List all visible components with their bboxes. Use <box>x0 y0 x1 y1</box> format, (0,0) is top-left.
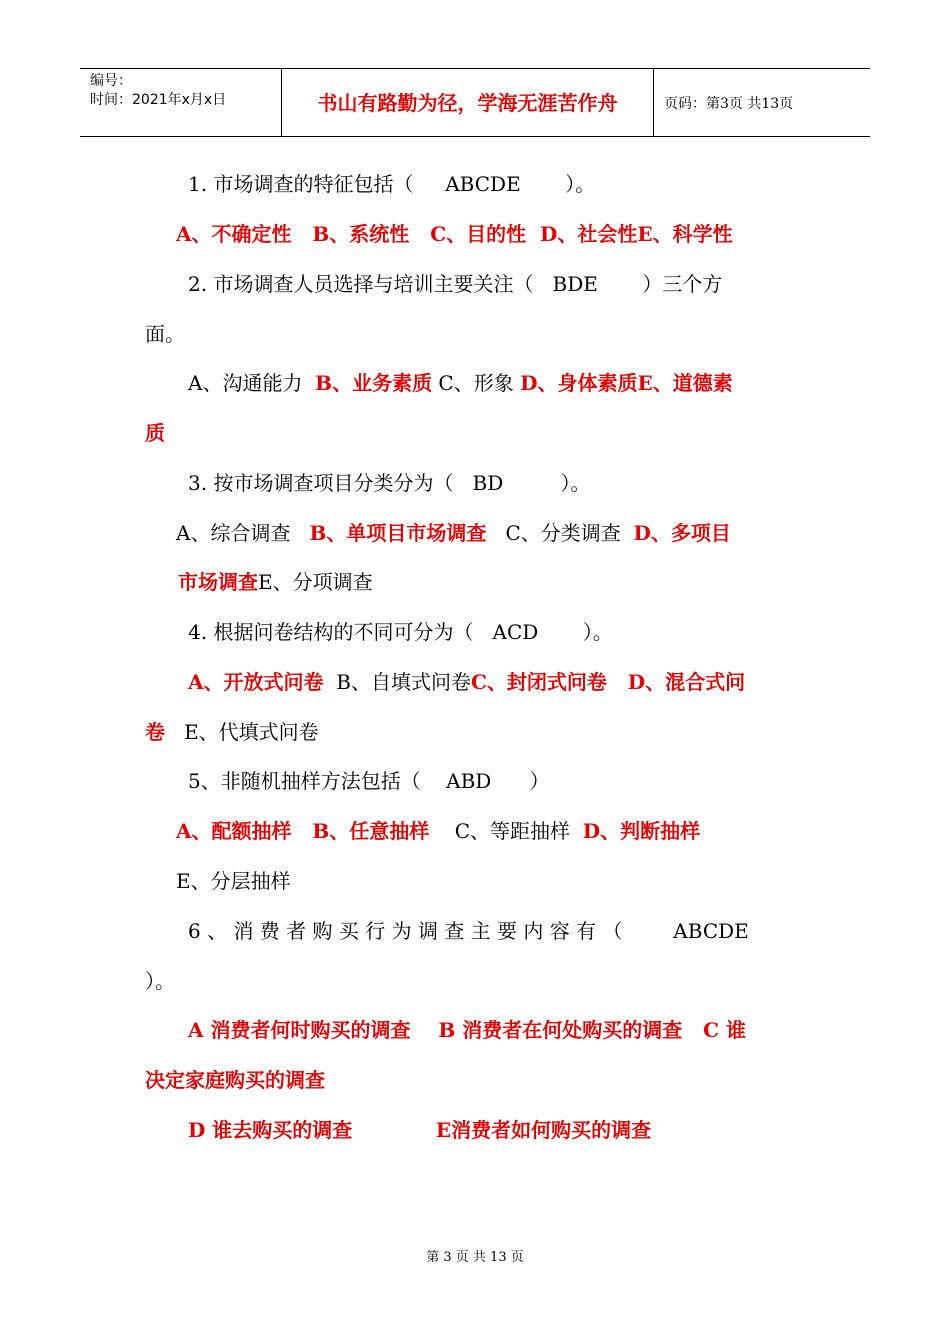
page-header <box>80 68 870 137</box>
question-1-options: A、不确定性 B、系统性 C、目的性 D、社会性E、科学性 <box>176 222 733 246</box>
header-page-info: 页码：第3页 共13页 <box>664 95 794 112</box>
question-2-stem: 2. 市场调查人员选择与培训主要关注（ BDE ）三个方 <box>188 272 723 296</box>
q3-option-a: A、综合调查 <box>176 521 310 545</box>
question-3-stem: 3. 按市场调查项目分类分为（ BD ）。 <box>188 471 591 495</box>
q5-option-ab: A、配额抽样 B、任意抽样 <box>176 819 430 843</box>
header-motto: 书山有路勤为径，学海无涯苦作舟 <box>281 69 654 136</box>
number-label: 编号： <box>90 73 132 89</box>
question-6-options-3: D 谁去购买的调查 E消费者如何购买的调查 <box>188 1118 652 1142</box>
q2-option-a: A、沟通能力 <box>188 371 316 395</box>
question-6-options-2: 决定家庭购买的调查 <box>145 1068 325 1092</box>
question-3-options <box>176 519 731 547</box>
q4-option-e: E、代填式问卷 <box>165 720 319 744</box>
q4-option-cd: C、封闭式问卷 D、混合式问 <box>470 670 746 694</box>
q2-option-de: D、身体素质E、道德素 <box>520 371 733 395</box>
q5-option-d: D、判断抽样 <box>582 819 701 843</box>
q3-option-d: D、多项目 <box>633 521 731 545</box>
page-footer: 第 3 页 共 13 页 <box>426 1250 524 1265</box>
q5-option-e: E、分层抽样 <box>176 869 291 893</box>
q2-option-e-cont: 质 <box>145 421 165 445</box>
q3-option-e: E、分项调查 <box>258 570 373 594</box>
question-6-options-1: A 消费者何时购买的调查 B 消费者在何处购买的调查 C 谁 <box>188 1018 746 1042</box>
question-2-stem-cont: 面。 <box>145 322 185 346</box>
q5-option-c: C、等距抽样 <box>429 819 583 843</box>
q2-option-b: B、业务素质 <box>315 371 433 395</box>
question-4-options-cont <box>145 718 319 746</box>
header-meta <box>80 69 281 136</box>
q2-option-c: C、形象 <box>432 371 521 395</box>
time-label: 时间：2021年x月x日 <box>90 92 227 108</box>
question-6-stem: 6 、 消 费 者 购 买 行 为 调 查 主 要 内 容 有 （ ABCDE <box>188 919 749 943</box>
q3-option-c: C、分类调查 <box>486 521 634 545</box>
question-5-options <box>176 817 700 845</box>
question-4-stem: 4. 根据问卷结构的不同可分为（ ACD ）。 <box>188 620 613 644</box>
q3-option-b: B、单项目市场调查 <box>309 521 487 545</box>
question-4-options <box>188 668 745 696</box>
question-5-stem: 5、非随机抽样方法包括（ ABD ） <box>188 769 550 793</box>
question-1-stem: 1. 市场调查的特征包括（ ABCDE ）。 <box>188 172 596 196</box>
q4-option-a: A、开放式问卷 <box>188 670 324 694</box>
question-2-options <box>188 369 733 397</box>
question-3-options-cont <box>178 568 373 596</box>
q4-option-d-cont: 卷 <box>145 720 165 744</box>
q4-option-b: B、自填式问卷 <box>323 670 471 694</box>
question-6-stem-cont: ）。 <box>145 969 175 993</box>
q3-option-d-cont: 市场调查 <box>178 570 258 594</box>
